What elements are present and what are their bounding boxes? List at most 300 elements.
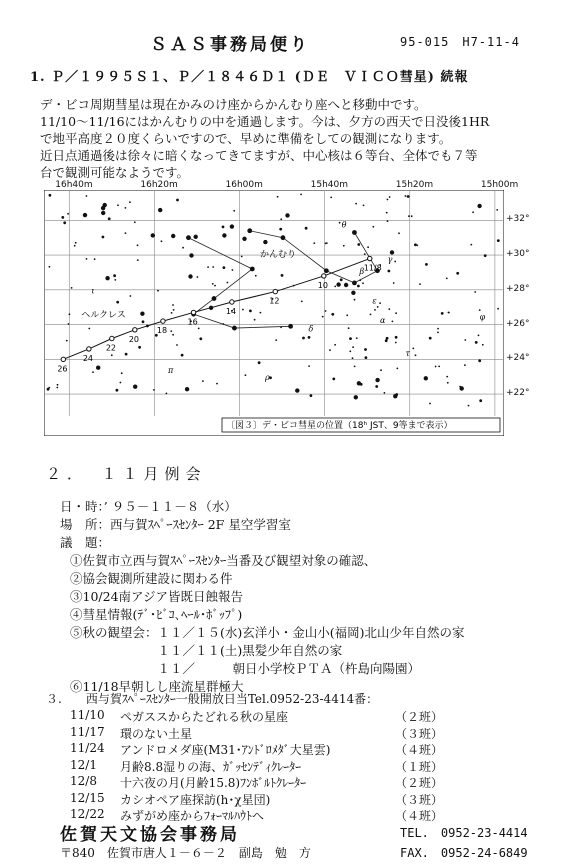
schedule-date: 12/22 bbox=[70, 807, 105, 821]
star bbox=[344, 283, 348, 287]
star bbox=[173, 309, 175, 311]
star bbox=[157, 290, 159, 292]
star bbox=[142, 320, 145, 323]
section1-line: 11/10〜11/16にはかんむりの中を通過します。今は、夕方の西天で日没後1HR bbox=[40, 114, 490, 129]
schedule-topic: 十六夜の月(月齢15.8)ﾌﾝﾎﾞﾙﾄｸﾚｰﾀｰ bbox=[120, 776, 307, 790]
star bbox=[125, 232, 127, 234]
schedule-team: （３班） bbox=[395, 792, 444, 807]
star bbox=[438, 366, 440, 368]
star bbox=[411, 215, 413, 217]
y-tick-label: +22° bbox=[506, 388, 530, 399]
star bbox=[117, 204, 119, 206]
comet-position-marker bbox=[110, 336, 114, 340]
star bbox=[185, 387, 189, 391]
y-tick-label: +32° bbox=[506, 214, 530, 225]
star bbox=[207, 266, 209, 268]
star bbox=[470, 244, 472, 246]
star bbox=[497, 308, 499, 310]
bright-star bbox=[212, 296, 217, 301]
section3-heading: ３. 西与賀ｽﾍﾟｰｽｾﾝﾀｰ一般開放日当Tel.0952-23-4414番： bbox=[46, 692, 379, 706]
constellation-label: ヘルクレス bbox=[81, 310, 126, 321]
star bbox=[48, 387, 50, 389]
bright-star bbox=[288, 324, 293, 329]
star bbox=[364, 253, 366, 255]
star bbox=[330, 197, 332, 199]
star bbox=[352, 346, 354, 348]
bright-star bbox=[281, 235, 286, 240]
star bbox=[66, 340, 68, 342]
star bbox=[363, 205, 365, 207]
star bbox=[74, 245, 76, 247]
star bbox=[456, 272, 459, 275]
star bbox=[182, 247, 184, 249]
footer-fax: FAX. 0952-24-6849 bbox=[400, 846, 528, 860]
star bbox=[325, 310, 327, 312]
star bbox=[71, 287, 73, 289]
star bbox=[223, 266, 226, 269]
comet-position-marker bbox=[133, 328, 137, 332]
chart-caption: 〔図３〕デ・ビコ彗星の位置（18ʰ JST、9等まで表示） bbox=[226, 421, 453, 431]
star bbox=[482, 344, 484, 346]
star bbox=[56, 387, 58, 389]
star bbox=[435, 366, 437, 368]
star bbox=[310, 394, 313, 397]
star bbox=[392, 321, 394, 323]
star bbox=[355, 203, 357, 205]
star bbox=[49, 266, 51, 268]
footer-address: 〒840 佐賀市唐人１－６－２ 副島 勉 方 bbox=[60, 846, 311, 860]
schedule-topic: カシオペア座探訪(h･χ星団) bbox=[120, 792, 271, 807]
star bbox=[497, 239, 500, 242]
star bbox=[230, 224, 234, 228]
star bbox=[161, 240, 163, 242]
star bbox=[396, 368, 398, 370]
star bbox=[313, 242, 315, 244]
star bbox=[172, 334, 174, 336]
star bbox=[171, 312, 173, 314]
star bbox=[367, 246, 369, 248]
star bbox=[202, 380, 204, 382]
star bbox=[384, 392, 386, 394]
star bbox=[134, 221, 136, 223]
star bbox=[242, 237, 246, 241]
star bbox=[374, 309, 376, 311]
footer-tel: TEL. 0952-23-4414 bbox=[400, 826, 528, 840]
star bbox=[86, 258, 88, 260]
star bbox=[280, 218, 282, 220]
meeting-date: 日・時：’ ９５－１１－８（水） bbox=[60, 499, 237, 514]
agenda-item: ⑤秋の観望会：１１／１５(水)玄洋小・金山小(福岡)北山少年自然の家 bbox=[70, 625, 465, 640]
x-tick-label: 16h20m bbox=[140, 180, 178, 190]
star bbox=[365, 356, 368, 359]
star bbox=[49, 194, 52, 197]
comet-position-marker bbox=[230, 300, 234, 304]
star-greek-label: φ bbox=[479, 312, 486, 322]
star bbox=[275, 339, 277, 341]
comet-date-label: 16 bbox=[187, 317, 198, 327]
star bbox=[395, 342, 397, 344]
star bbox=[125, 207, 127, 209]
bright-star bbox=[186, 235, 191, 240]
star bbox=[255, 275, 257, 277]
star bbox=[305, 227, 308, 230]
star bbox=[158, 208, 162, 212]
star bbox=[75, 242, 77, 244]
star bbox=[151, 233, 155, 237]
schedule-topic: 環のない土星 bbox=[120, 726, 193, 741]
comet-date-label: 24 bbox=[82, 353, 94, 363]
star bbox=[354, 299, 356, 301]
comet-position-marker bbox=[161, 319, 165, 323]
agenda-label: 議 題： bbox=[60, 535, 111, 550]
star bbox=[130, 295, 132, 297]
star bbox=[484, 254, 487, 257]
star bbox=[429, 403, 431, 405]
star bbox=[357, 285, 360, 288]
star bbox=[408, 215, 410, 217]
section1-line: 近日点通過後は徐々に暗くなってきてますが、中心核は６等台、全体でも７等 bbox=[40, 148, 478, 163]
star bbox=[153, 389, 155, 391]
agenda-item: ①佐賀市立西与賀ｽﾍﾟｰｽｾﾝﾀｰ当番及び観望対象の確認、 bbox=[70, 553, 377, 568]
star bbox=[375, 385, 378, 388]
x-tick-label: 15h00m bbox=[480, 180, 519, 190]
star bbox=[390, 250, 394, 254]
star bbox=[346, 314, 348, 316]
star bbox=[214, 285, 216, 287]
y-tick-label: +30° bbox=[506, 249, 530, 260]
star bbox=[360, 383, 363, 386]
star bbox=[176, 344, 178, 346]
star bbox=[222, 233, 226, 237]
star bbox=[105, 276, 109, 280]
star bbox=[388, 308, 390, 310]
comet-position-marker bbox=[273, 289, 277, 293]
newsletter-title: ＳＡＳ事務局便り bbox=[150, 35, 310, 55]
star bbox=[386, 212, 388, 214]
x-tick-label: 15h40m bbox=[310, 180, 349, 190]
star bbox=[370, 314, 372, 316]
star bbox=[94, 258, 96, 260]
schedule-team: （２班） bbox=[395, 776, 444, 790]
star bbox=[352, 357, 354, 359]
star bbox=[349, 337, 352, 340]
star bbox=[437, 328, 439, 330]
star bbox=[394, 261, 396, 263]
star bbox=[364, 348, 367, 351]
star bbox=[61, 216, 64, 219]
agenda-item: １１／１１(土)黒髪少年自然の家 bbox=[70, 643, 343, 658]
schedule-topic: ペガススからたどれる秋の星座 bbox=[120, 710, 289, 724]
agenda-item: ⑥11/18早朝しし座流星群極大 bbox=[70, 679, 244, 694]
star bbox=[474, 291, 476, 293]
star bbox=[387, 199, 389, 201]
agenda-item: ③10/24南アジア皆既日蝕報告 bbox=[70, 589, 244, 604]
star bbox=[424, 376, 428, 380]
star-greek-label: ρ bbox=[265, 373, 270, 383]
footer-org: 佐賀天文協会事務局 bbox=[60, 825, 240, 845]
star bbox=[121, 372, 123, 374]
star bbox=[479, 309, 481, 311]
schedule-date: 11/17 bbox=[70, 724, 105, 739]
star-greek-label: θ bbox=[341, 220, 347, 230]
star bbox=[133, 385, 137, 389]
star bbox=[194, 235, 198, 239]
schedule-team: （１班） bbox=[395, 759, 444, 774]
star bbox=[334, 344, 336, 346]
schedule-date: 12/15 bbox=[70, 790, 105, 805]
x-tick-label: 16h40m bbox=[55, 180, 93, 190]
star bbox=[101, 211, 105, 215]
star bbox=[395, 336, 398, 339]
star bbox=[372, 226, 374, 228]
star bbox=[103, 203, 107, 207]
schedule-date: 12/8 bbox=[70, 774, 97, 788]
star bbox=[137, 244, 139, 246]
star bbox=[120, 382, 122, 384]
star bbox=[116, 301, 119, 304]
star bbox=[387, 220, 389, 222]
section2-heading: ２． １１月例会 bbox=[46, 465, 207, 483]
star bbox=[407, 195, 410, 198]
star bbox=[166, 393, 168, 395]
star bbox=[414, 243, 417, 246]
star bbox=[349, 350, 351, 352]
star bbox=[477, 204, 481, 208]
comet-date-label: 12 bbox=[269, 296, 280, 306]
star bbox=[57, 384, 59, 386]
comet-position-marker bbox=[368, 256, 372, 260]
schedule-topic: 月齢8.8湿りの海、ｶﾞｯｾﾝﾃﾞｨｸﾚｰﾀｰ bbox=[120, 759, 302, 774]
star bbox=[405, 195, 407, 197]
star bbox=[472, 211, 474, 213]
star bbox=[331, 313, 334, 316]
star bbox=[354, 395, 358, 399]
star bbox=[260, 312, 262, 314]
star bbox=[362, 282, 364, 284]
comet-date-label: 20 bbox=[128, 334, 140, 344]
star bbox=[233, 210, 235, 212]
star bbox=[86, 195, 88, 197]
star bbox=[96, 366, 100, 370]
star bbox=[475, 341, 478, 344]
star bbox=[222, 226, 225, 229]
star bbox=[129, 201, 131, 203]
bright-star bbox=[352, 230, 357, 235]
star bbox=[340, 278, 343, 281]
schedule-date: 11/24 bbox=[70, 741, 105, 755]
comet-date-label: 18 bbox=[156, 326, 168, 336]
star bbox=[68, 323, 70, 325]
star bbox=[263, 240, 267, 244]
star bbox=[377, 306, 379, 308]
star bbox=[441, 312, 444, 315]
star-greek-label: δ bbox=[308, 324, 314, 334]
star-greek-label: ι bbox=[91, 286, 95, 296]
star bbox=[419, 283, 421, 285]
star bbox=[170, 330, 172, 332]
star bbox=[67, 213, 69, 215]
star bbox=[116, 389, 119, 392]
y-tick-label: +26° bbox=[506, 318, 530, 329]
star bbox=[308, 336, 311, 339]
star bbox=[281, 274, 284, 277]
section1-line: デ・ビコ周期彗星は現在かみのけ座からかんむり座へと移動中です。 bbox=[40, 97, 427, 112]
section1-line: 台で観測可能なようです。 bbox=[40, 165, 190, 180]
comet-date-label: 14 bbox=[225, 307, 237, 316]
star bbox=[356, 337, 358, 339]
star bbox=[479, 399, 482, 402]
star bbox=[334, 286, 336, 288]
star bbox=[63, 221, 66, 224]
star-greek-label: τ bbox=[405, 348, 410, 358]
star bbox=[227, 282, 229, 284]
star bbox=[393, 282, 395, 284]
star bbox=[125, 353, 128, 356]
star bbox=[446, 278, 448, 280]
star bbox=[379, 302, 381, 304]
star bbox=[389, 196, 391, 198]
star bbox=[398, 232, 400, 234]
schedule-topic: みずがめ座からﾌｫｰﾏﾙﾊｳﾄへ bbox=[120, 809, 265, 823]
star bbox=[412, 348, 414, 350]
star bbox=[258, 361, 261, 364]
star bbox=[478, 359, 481, 362]
star bbox=[181, 354, 184, 357]
star bbox=[92, 371, 94, 373]
star-greek-label: α bbox=[379, 315, 386, 325]
star bbox=[241, 256, 243, 258]
star bbox=[277, 196, 279, 198]
star-greek-label: β bbox=[359, 267, 365, 277]
issue-number: 95-015 H7-11-4 bbox=[400, 35, 520, 49]
agenda-item: ④彗星情報(ﾃﾞ･ﾋﾞｺ､ﾍｰﾙ･ﾎﾞｯﾌﾟ) bbox=[70, 607, 243, 622]
comet-date-label: 26 bbox=[57, 364, 68, 374]
star bbox=[351, 291, 355, 295]
star bbox=[460, 386, 464, 390]
star bbox=[285, 213, 289, 217]
star bbox=[343, 245, 345, 247]
star bbox=[354, 366, 356, 368]
star bbox=[254, 319, 256, 321]
star-greek-label: π bbox=[168, 366, 174, 376]
star bbox=[83, 213, 87, 217]
bright-star bbox=[250, 267, 255, 272]
y-tick-label: +28° bbox=[506, 283, 530, 294]
star bbox=[302, 337, 305, 340]
comet-date-label: 11/8 bbox=[363, 263, 382, 273]
star bbox=[300, 194, 302, 196]
star bbox=[198, 328, 200, 330]
star bbox=[249, 310, 252, 313]
star bbox=[393, 394, 397, 398]
comet-position-marker bbox=[87, 347, 91, 351]
star bbox=[385, 339, 388, 342]
star bbox=[329, 349, 331, 351]
star bbox=[339, 222, 341, 224]
star bbox=[216, 383, 218, 385]
star-greek-label: γ bbox=[387, 255, 393, 265]
star bbox=[189, 253, 193, 257]
star bbox=[322, 316, 324, 318]
star bbox=[114, 279, 116, 281]
star bbox=[102, 236, 105, 239]
star bbox=[69, 313, 71, 315]
constellation-label: かんむり bbox=[259, 249, 296, 260]
x-tick-label: 15h20m bbox=[395, 180, 434, 190]
star bbox=[108, 217, 111, 220]
comet-position-marker bbox=[322, 274, 326, 278]
star bbox=[429, 337, 432, 340]
star bbox=[464, 364, 466, 366]
star bbox=[478, 335, 480, 337]
schedule-team: （２班） bbox=[395, 710, 444, 724]
star bbox=[140, 312, 144, 316]
star bbox=[375, 378, 379, 382]
star bbox=[446, 376, 448, 378]
star bbox=[326, 242, 328, 244]
star bbox=[301, 301, 303, 303]
star bbox=[468, 405, 470, 407]
agenda-item: １１／ 朝日小学校ＰＴＡ（杵島向陽園） bbox=[70, 661, 421, 676]
star bbox=[111, 354, 113, 356]
star bbox=[348, 327, 350, 329]
comet-date-label: 22 bbox=[105, 343, 117, 353]
meeting-place: 場 所：西与賀ｽﾍﾟｰｽｾﾝﾀｰ 2F 星空学習室 bbox=[60, 517, 291, 532]
schedule-date: 12/1 bbox=[70, 757, 97, 772]
schedule-team: （３班） bbox=[395, 726, 444, 741]
star bbox=[113, 274, 116, 277]
star-chart-svg bbox=[44, 190, 504, 436]
bright-star bbox=[324, 268, 329, 273]
star bbox=[137, 259, 139, 261]
comet-position-marker bbox=[191, 310, 195, 314]
star bbox=[425, 263, 428, 266]
bright-star bbox=[232, 326, 237, 331]
star bbox=[171, 234, 175, 238]
star bbox=[245, 374, 247, 376]
star bbox=[308, 365, 310, 367]
star bbox=[464, 339, 466, 341]
star bbox=[295, 388, 299, 392]
section1-heading: 1. Ｐ／１９９５Ｓ１、Ｐ／１８４６Ｄ１ (ＤＥ ＶＩＣＯ彗星) 続報 bbox=[30, 70, 469, 85]
star-greek-label: ε bbox=[372, 296, 377, 306]
star bbox=[232, 269, 234, 271]
star bbox=[448, 312, 450, 314]
schedule-topic: アンドロメダ座(M31･ｱﾝﾄﾞﾛﾒﾀﾞ大星雲) bbox=[120, 743, 331, 757]
schedule-team: （４班） bbox=[395, 743, 444, 757]
star bbox=[357, 243, 360, 246]
star bbox=[176, 199, 179, 202]
star bbox=[415, 354, 417, 356]
star bbox=[279, 228, 282, 231]
star bbox=[188, 274, 192, 278]
star bbox=[199, 337, 202, 340]
star bbox=[395, 312, 397, 314]
star bbox=[388, 270, 391, 273]
section1-line: で地平高度２０度くらいですので、早めに準備をしての観測になります。 bbox=[40, 131, 452, 146]
star bbox=[88, 328, 90, 330]
bright-star bbox=[352, 280, 357, 285]
comet-position-marker bbox=[61, 357, 65, 361]
comet-position-chart bbox=[44, 190, 504, 436]
bright-star bbox=[247, 228, 252, 233]
schedule-date: 11/10 bbox=[70, 708, 105, 722]
y-tick-label: +24° bbox=[506, 353, 530, 364]
star bbox=[197, 276, 199, 278]
star bbox=[447, 382, 449, 384]
star bbox=[380, 369, 382, 371]
star bbox=[496, 209, 498, 211]
